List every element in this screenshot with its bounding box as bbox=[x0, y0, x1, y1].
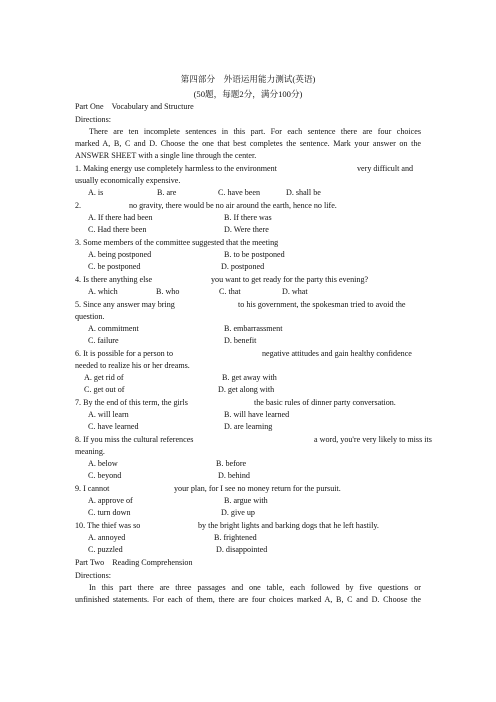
q8-option-d: D. behind bbox=[218, 471, 250, 480]
part-two-directions-label: Directions: bbox=[75, 571, 111, 580]
q2-option-c: C. Had there been bbox=[88, 225, 147, 234]
q10-stem-cont: by the bright lights and barking dogs that he left hastily. bbox=[198, 521, 379, 530]
q5-option-d: D. benefit bbox=[224, 336, 257, 345]
q3-option-c: C. be postponed bbox=[88, 262, 141, 271]
q6-option-d: D. get along with bbox=[218, 385, 275, 394]
q10-stem: 10. The thief was so bbox=[75, 521, 141, 530]
q1-option-c: C. have been bbox=[218, 188, 261, 197]
q7-option-c: C. have learned bbox=[88, 422, 139, 431]
q3-stem: 3. Some members of the committee suggested that the meeting bbox=[75, 238, 279, 247]
q2-option-a: A. If there had been bbox=[88, 213, 153, 222]
q1-option-b: B. are bbox=[157, 188, 177, 197]
q1-stem: 1. Making energy use completely harmless to the environment bbox=[75, 164, 277, 173]
q4-stem-cont: you want to get ready for the party this evening? bbox=[211, 275, 369, 284]
q9-stem: 9. I cannot bbox=[75, 484, 110, 493]
q2-stem: no gravity, there would be no air around the earth, hence no life. bbox=[129, 201, 337, 210]
part-two-directions-line: unfinished statements. For each of them, there are four choices marked A, B, C and D. Choose the bbox=[75, 595, 421, 604]
q8-option-b: B. before bbox=[216, 459, 247, 468]
q5-stem: 5. Since any answer may bring bbox=[75, 300, 175, 309]
q8-option-a: A. below bbox=[88, 459, 118, 468]
q3-option-b: B. to be postponed bbox=[224, 250, 285, 259]
q10-option-b: B. frightened bbox=[214, 533, 257, 542]
q9-option-c: C. turn down bbox=[88, 508, 131, 517]
q7-option-a: A. will learn bbox=[88, 410, 129, 419]
q5-stem-cont: question. bbox=[75, 312, 105, 321]
part-one-directions-line: ANSWER SHEET with a single line through the center. bbox=[75, 151, 257, 160]
q2-option-d: D. Were there bbox=[224, 225, 269, 234]
q7-option-d: D. are learning bbox=[224, 422, 273, 431]
part-one-directions-line: There are ten incomplete sentences in this part. For each sentence there are four choices bbox=[89, 127, 421, 136]
part-two-directions-line: In this part there are three passages and one table, each followed by five questions or bbox=[89, 583, 421, 592]
section-subtitle: (50题，每题2分，满分100分) bbox=[193, 89, 303, 99]
q9-stem-cont: your plan, for I see no money return for the pursuit. bbox=[174, 484, 341, 493]
q6-stem: 6. It is possible for a person to bbox=[75, 349, 174, 358]
q1-option-a: A. is bbox=[88, 188, 104, 197]
q9-option-d: D. give up bbox=[221, 508, 255, 517]
q5-stem-cont: to his government, the spokesman tried to avoid the bbox=[238, 300, 406, 309]
q4-option-b: B. who bbox=[156, 287, 180, 296]
q8-stem: 8. If you miss the cultural references bbox=[75, 435, 194, 444]
q2-number: 2. bbox=[75, 201, 82, 210]
q8-stem-cont: a word, you're very likely to miss its bbox=[314, 435, 432, 444]
part-one-directions-label: Directions: bbox=[75, 115, 111, 124]
q2-option-b: B. If there was bbox=[224, 213, 272, 222]
part-one-heading: Part One Vocabulary and Structure bbox=[75, 102, 194, 111]
q5-option-a: A. commitment bbox=[88, 324, 139, 333]
q7-option-b: B. will have learned bbox=[224, 410, 290, 419]
q1-stem-cont: usually economically expensive. bbox=[75, 176, 181, 185]
q6-stem-cont: negative attitudes and gain healthy confidence bbox=[262, 349, 412, 358]
q6-stem-cont: needed to realize his or her dreams. bbox=[75, 361, 190, 370]
q8-stem-cont: meaning. bbox=[75, 447, 105, 456]
q10-option-d: D. disappointed bbox=[216, 545, 268, 554]
part-two-heading: Part Two Reading Comprehension bbox=[75, 558, 193, 567]
q9-option-a: A. approve of bbox=[88, 496, 133, 505]
part-one-directions-line: marked A, B, C and D. Choose the one that best completes the sentence. Mark your answer on the bbox=[75, 139, 421, 148]
q3-option-a: A. being postponed bbox=[88, 250, 152, 259]
q5-option-b: B. embarrassment bbox=[224, 324, 283, 333]
q7-stem: 7. By the end of this term, the girls bbox=[75, 398, 188, 407]
q5-option-c: C. failure bbox=[88, 336, 119, 345]
q6-option-a: A. get rid of bbox=[84, 373, 124, 382]
q7-stem-cont: the basic rules of dinner party conversation. bbox=[254, 398, 396, 407]
q6-option-c: C. get out of bbox=[84, 385, 125, 394]
section-title: 第四部分 外语运用能力测试(英语) bbox=[180, 74, 316, 84]
q4-option-c: C. that bbox=[219, 287, 241, 296]
q1-option-d: D. shall be bbox=[286, 188, 321, 197]
q4-option-d: D. what bbox=[282, 287, 308, 296]
q4-option-a: A. which bbox=[88, 287, 118, 296]
q1-stem-cont: very difficult and bbox=[357, 164, 414, 173]
q9-option-b: B. argue with bbox=[224, 496, 268, 505]
q4-stem: 4. Is there anything else bbox=[75, 275, 153, 284]
q10-option-a: A. annoyed bbox=[88, 533, 126, 542]
q6-option-b: B. get away with bbox=[222, 373, 277, 382]
q3-option-d: D. postponed bbox=[221, 262, 265, 271]
q8-option-c: C. beyond bbox=[88, 471, 122, 480]
q10-option-c: C. puzzled bbox=[88, 545, 123, 554]
